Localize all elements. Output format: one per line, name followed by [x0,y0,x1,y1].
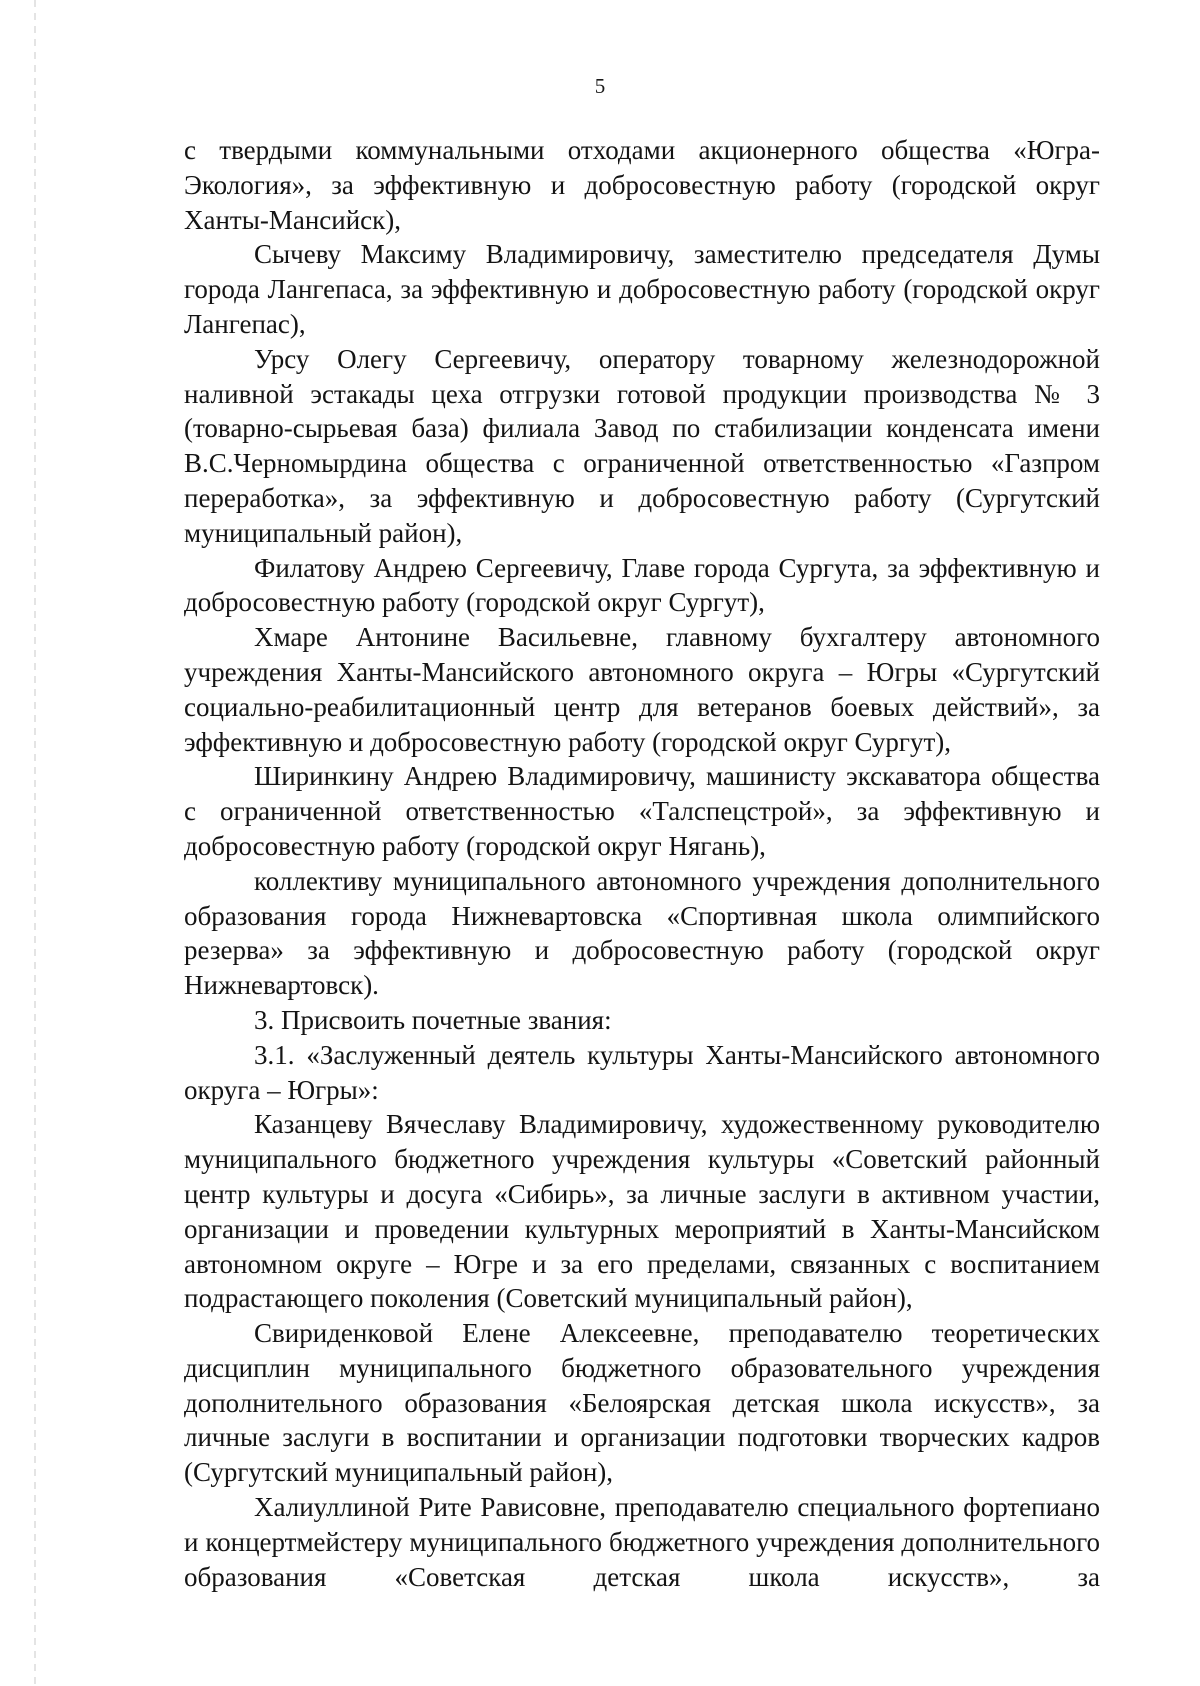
paragraph-filatov: Филатову Андрею Сергеевичу, Главе города Сургута, за эффективную и добросовестную работу (городской округ Сургут), [184,552,1100,618]
subsection-heading-3-1: 3.1. «Заслуженный деятель культуры Ханты-Мансийского автономного округа – Югры»: [184,1039,1100,1105]
paragraph-ursu: Урсу Олегу Сергеевичу, оператору товарному железнодорожной наливной эстакады цеха отгрузки готовой продукции производства № 3 (товарно-сырьевая база) филиала Завод по стабилизации конденсата имени В.С.Черномырдина общества с ограниченной ответственностью «Газпром переработка», за эффективную и добросовестную работу (Сургутский муниципальный район), [184,343,1100,548]
document-body [184,133,1100,1594]
paragraph-collective: коллективу муниципального автономного учреждения дополнительного образования города Нижневартовска «Спортивная школа олимпийского резерва» за эффективную и добросовестную работу (городской округ Нижневартовск). [184,865,1100,1001]
paragraph-khmara: Хмаре Антонине Васильевне, главному бухгалтеру автономного учреждения Ханты-Мансийского автономного округа – Югры «Сургутский социально-реабилитационный центр для ветеранов боевых действий», за эффективную и добросовестную работу (городской округ Сургут), [184,622,1100,757]
paragraph-continuation: с твердыми коммунальными отходами акционерного общества «Югра-Экология», за эффективную и добросовестную работу (городской округ Ханты-Мансийск), [184,135,1100,235]
paragraph-khaliullina: Халиуллиной Рите Рависовне, преподавателю специального фортепиано и концертмейстеру муниципального бюджетного учреждения дополнительного образования «Советская детская школа искусств», за [184,1492,1100,1592]
page-number: 5 [594,74,606,98]
paragraph-shirinkin: Ширинкину Андрею Владимировичу, машинисту экскаватора общества с ограниченной ответственностью «Талспецстрой», за эффективную и добросовестную работу (городской округ Нягань), [184,761,1100,861]
scan-edge-artifact [34,0,36,1686]
paragraph-kazantsev: Казанцеву Вячеславу Владимировичу, художественному руководителю муниципального бюджетного учреждения культуры «Советский районный центр культуры и досуга «Сибирь», за личные заслуги в активном участии, организации и проведении культурных мероприятий в Ханты-Мансийском автономном округе – Югре и за его пределами, связанных с воспитанием подрастающего поколения (Советский муниципальный район), [184,1109,1100,1314]
paragraph-sychev: Сычеву Максиму Владимировичу, заместителю председателя Думы города Лангепаса, за эффективную и добросовестную работу (городской округ Лангепас), [184,239,1100,339]
section-heading-3: 3. Присвоить почетные звания: [254,1004,612,1035]
paragraph-sviridenkova: Свириденковой Елене Алексеевне, преподавателю теоретических дисциплин муниципального бюджетного образовательного учреждения дополнительного образования «Белоярская детская школа искусств», за личные заслуги в воспитании и организации подготовки творческих кадров (Сургутский муниципальный район), [184,1318,1100,1488]
